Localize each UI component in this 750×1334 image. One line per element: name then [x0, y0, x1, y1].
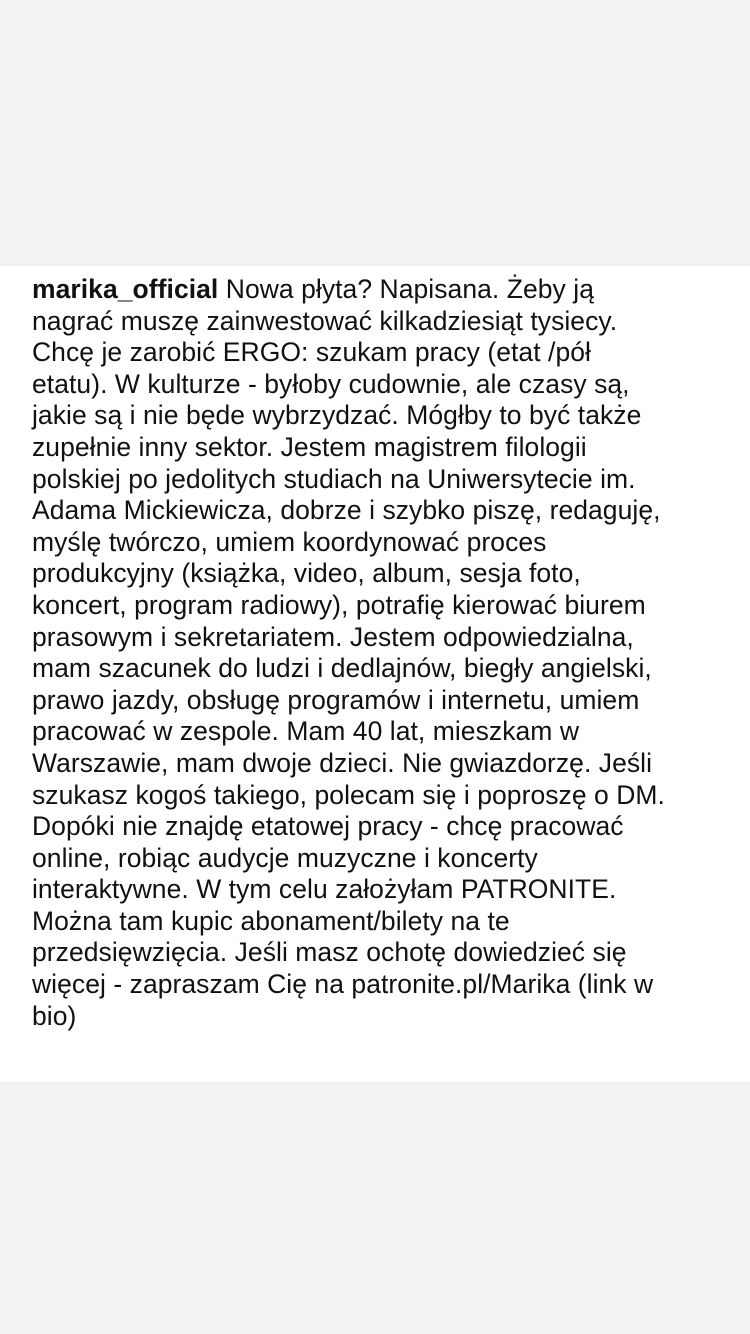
top-blank-area — [0, 0, 750, 266]
bottom-blank-area — [0, 1082, 750, 1334]
caption-text: Nowa płyta? Napisana. Żeby ją nagrać muszę zainwestować kilkadziesiąt tysiecy. Chcę je zarobić ERGO: szukam pracy (etat /pół etatu). W kulturze - byłoby cudownie, ale czasy są, jakie są i nie będe wybrzydzać. Mógłby to być także zupełnie inny sektor. Jestem magistrem filologii polskiej po jedolitych studiach na Uniwersytecie im. Adama Mickiewicza, dobrze i szybko piszę, redaguję, myślę twórczo, umiem koordynować proces produkcyjny (książka, video, album, sesja foto, koncert, program radiowy), potrafię kierować biurem prasowym i sekretariatem. Jestem odpowiedzialna, mam szacunek do ludzi i dedlajnów, biegły angielski, prawo jazdy, obsługę programów i internetu, umiem pracować w zespole. Mam 40 lat, mieszkam w Warszawie, mam dwoje dzieci. Nie gwiazdorzę. Jeśli szukasz kogoś takiego, polecam się i poproszę o DM. Dopóki nie znajdę etatowej pracy - chcę pracować online, robiąc audycje muzyczne i koncerty interaktywne. W tym celu założyłam PATRONITE. Można tam kupic abonament/bilety na te przedsięwzięcia. Jeśli masz ochotę dowiedzieć się więcej - zapraszam Cię na patronite.pl/Marika (link w bio) — [32, 274, 665, 1031]
post-caption — [32, 274, 722, 1032]
username-link[interactable]: marika_official — [32, 274, 219, 304]
